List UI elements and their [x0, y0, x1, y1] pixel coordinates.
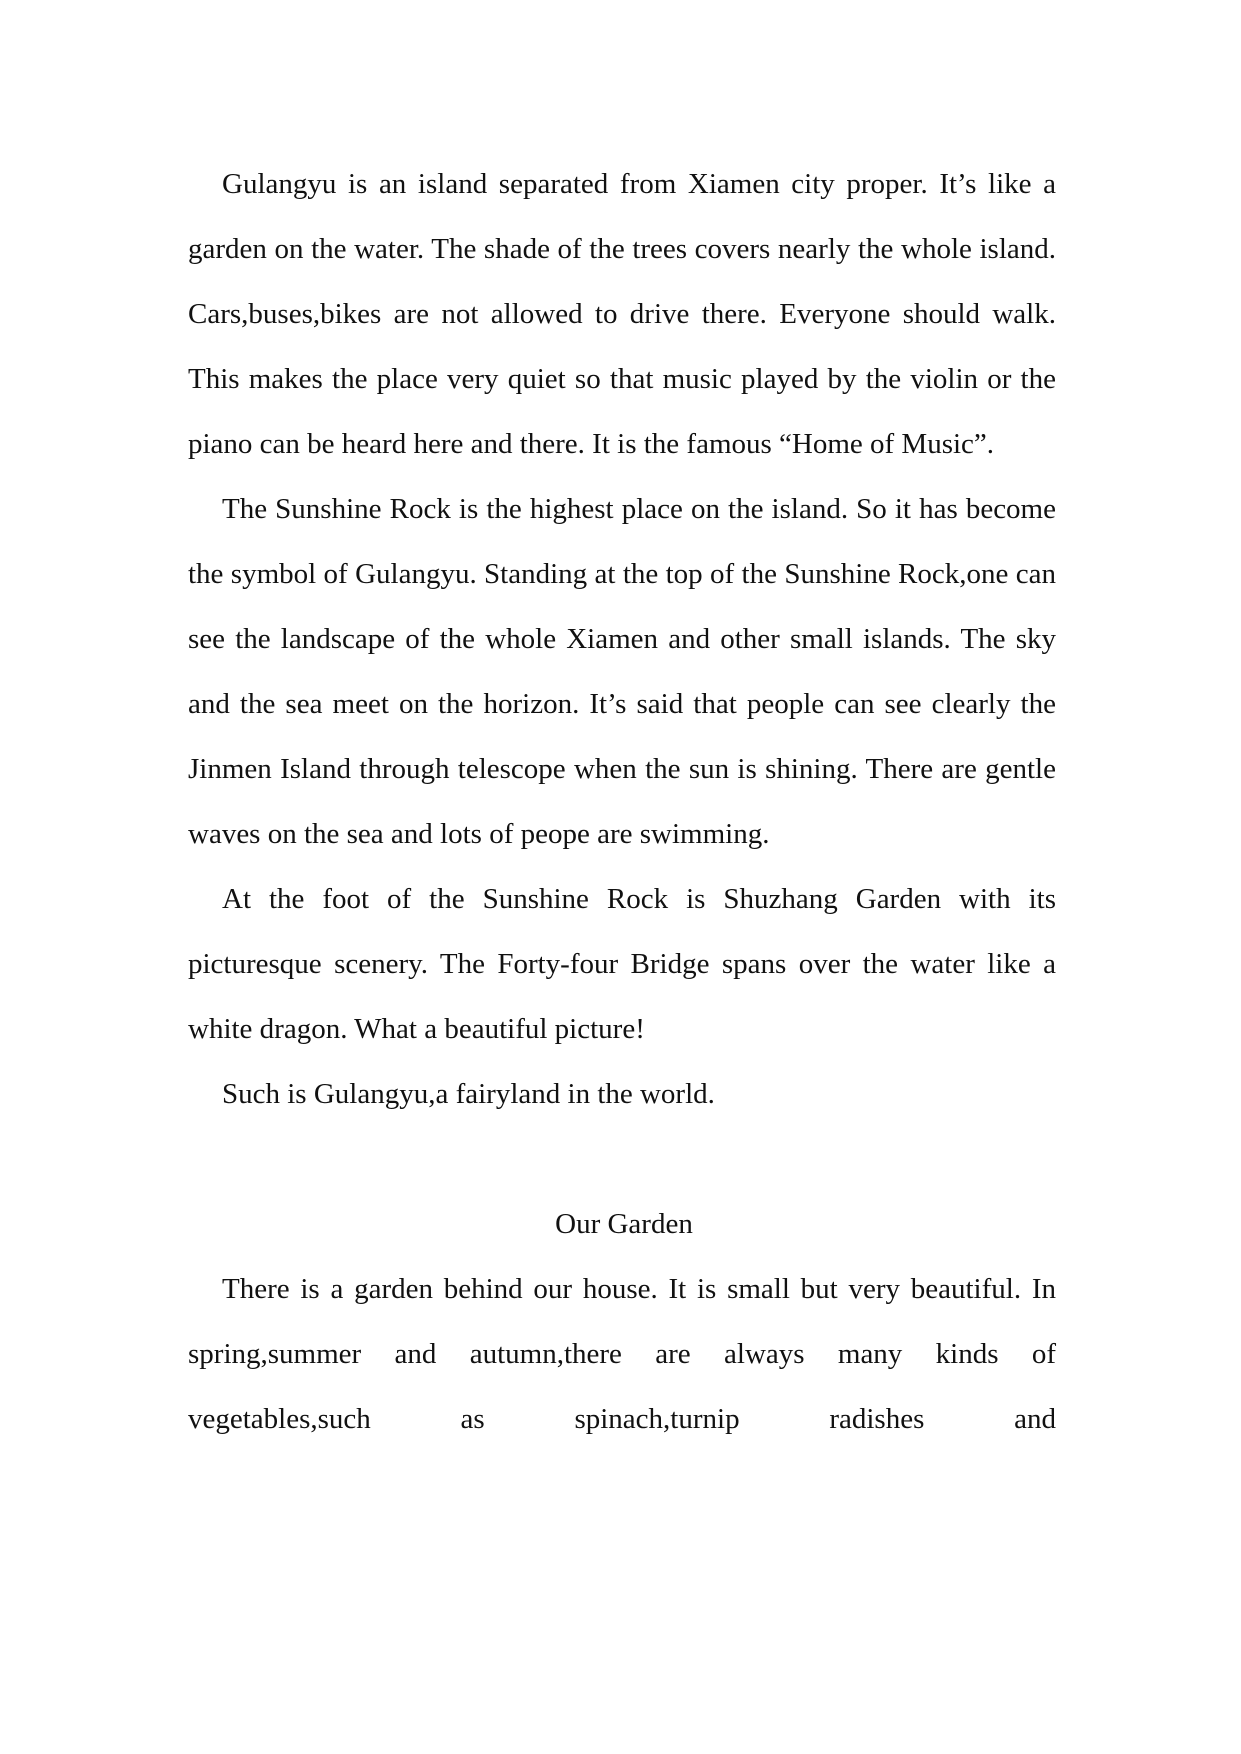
paragraph-shuzhang-garden: At the foot of the Sunshine Rock is Shuzhang Garden with its picturesque scenery. The Forty-four Bridge spans over the water like a white dragon. What a beautiful picture! [188, 883, 1056, 1045]
blank-line [188, 1127, 1056, 1192]
paragraph-gulangyu-intro: Gulangyu is an island separated from Xiamen city proper. It’s like a garden on the water. The shade of the trees covers nearly the whole island. Cars,buses,bikes are not allowed to drive there. Everyone should walk. This makes the place very quiet so that music played by the violin or the piano can be heard here and there. It is the famous “Home of Music”. [188, 168, 1056, 460]
paragraph-sunshine-rock: The Sunshine Rock is the highest place on the island. So it has become the symbol of Gulangyu. Standing at the top of the Sunshine Rock,one can see the landscape of the whole Xiamen and other small islands. The sky and the sea meet on the horizon. It’s said that people can see clearly the Jinmen Island through telescope when the sun is shining. There are gentle waves on the sea and lots of peope are swimming. [188, 493, 1056, 850]
paragraph-our-garden: There is a garden behind our house. It is small but very beautiful. In spring,summer and autumn,there are always many kinds of vegetables,such as spinach,turnip radishes and [188, 1273, 1056, 1435]
document-body [188, 152, 1056, 1452]
paragraph-fairyland: Such is Gulangyu,a fairyland in the world. [222, 1078, 715, 1110]
section-heading: Our Garden [555, 1208, 693, 1240]
